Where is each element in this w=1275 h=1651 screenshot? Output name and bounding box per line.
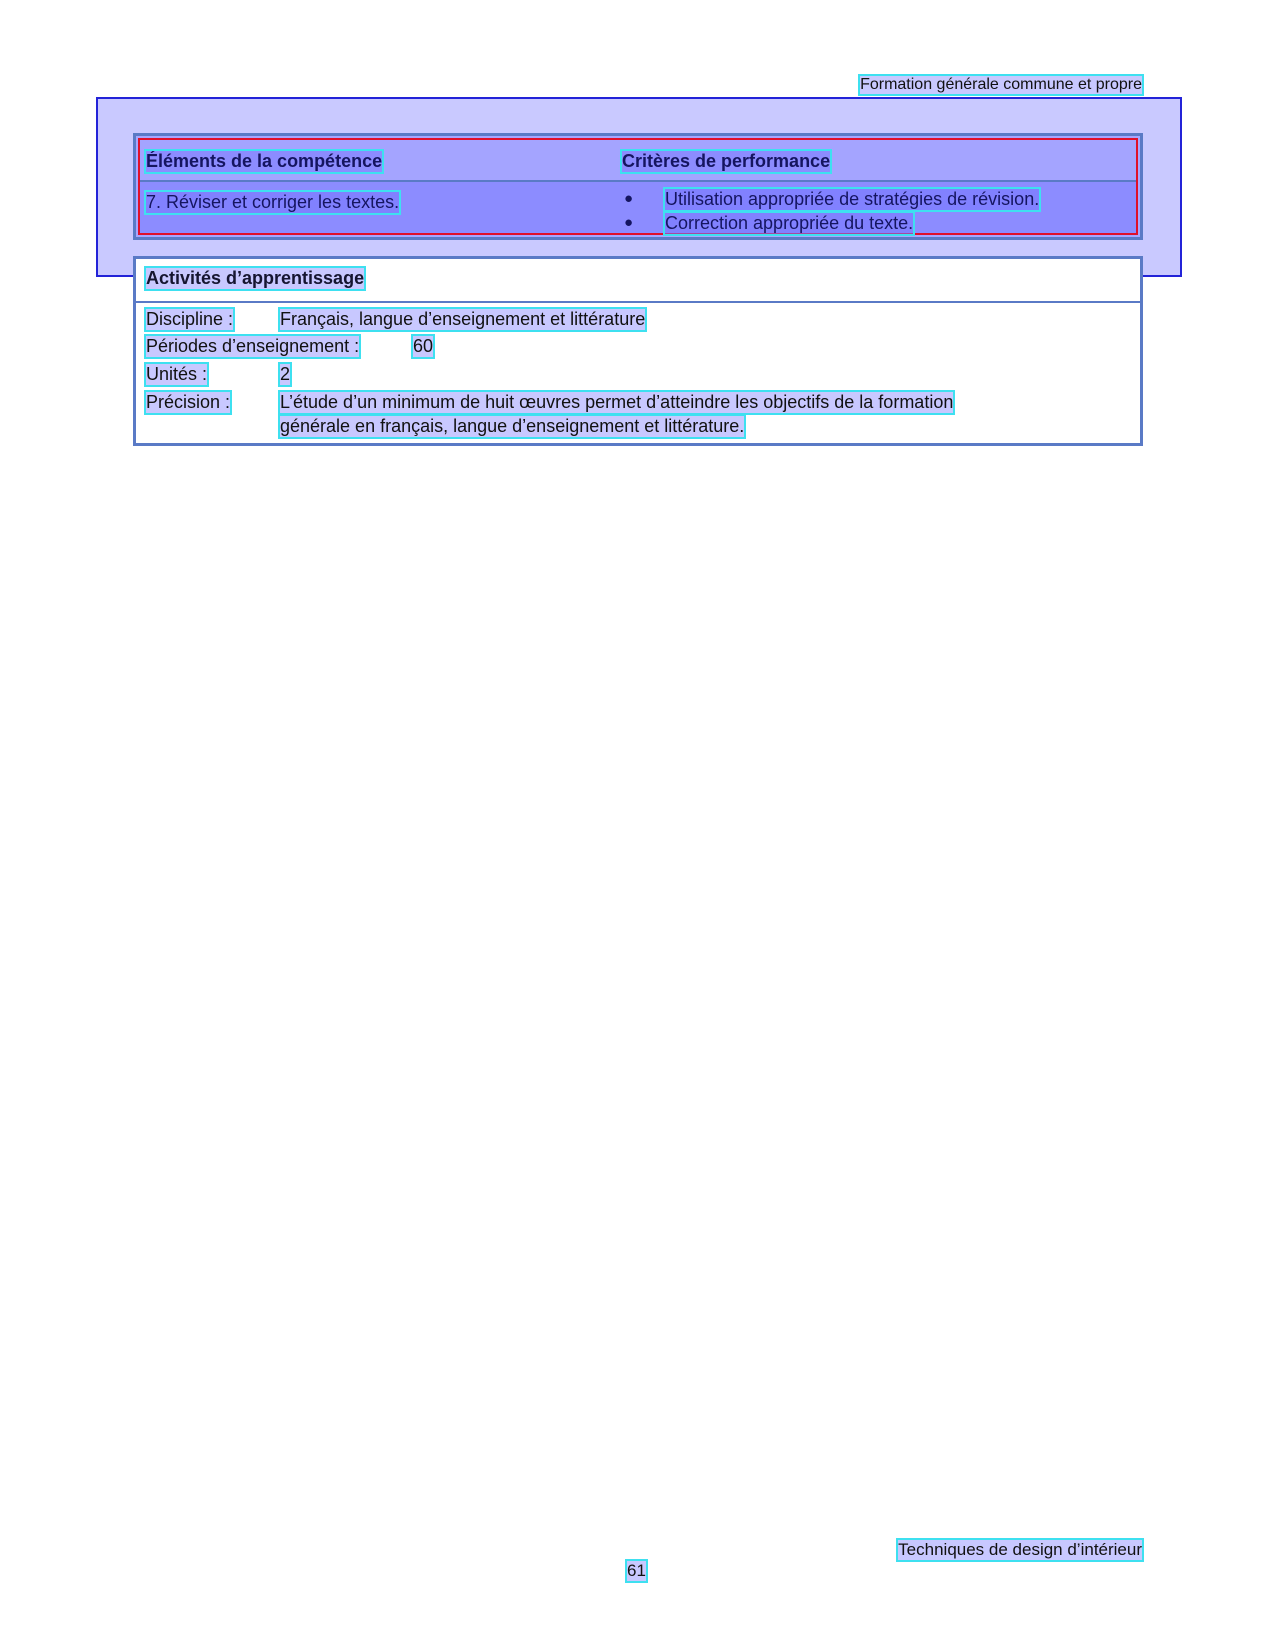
units-label: Unités : bbox=[146, 364, 208, 384]
activities-title: Activités d’apprentissage bbox=[146, 268, 365, 288]
competence-table-header-row bbox=[140, 140, 1136, 182]
criterion-item: Correction appropriée du texte. bbox=[665, 213, 914, 233]
running-header: Formation générale commune et propre bbox=[860, 76, 1142, 93]
precision-label: Précision : bbox=[146, 392, 231, 412]
units-value: 2 bbox=[280, 364, 291, 384]
precision-text-line2: générale en français, langue d’enseignement et littérature. bbox=[280, 416, 745, 436]
discipline-label: Discipline : bbox=[146, 309, 234, 329]
activities-box bbox=[133, 256, 1143, 446]
program-footer: Techniques de design d’intérieur bbox=[898, 1540, 1142, 1559]
periods-value: 60 bbox=[413, 336, 434, 356]
page-number: 61 bbox=[627, 1561, 646, 1580]
bullet-icon: ● bbox=[624, 214, 634, 231]
competence-element: 7. Réviser et corriger les textes. bbox=[146, 192, 400, 212]
bullet-icon: ● bbox=[624, 190, 634, 207]
competence-table-inner bbox=[138, 138, 1138, 235]
competence-table bbox=[133, 133, 1143, 240]
criteria-column-header: Critères de performance bbox=[622, 151, 831, 171]
activities-title-bar bbox=[136, 259, 1140, 303]
discipline-value: Français, langue d’enseignement et littérature bbox=[280, 309, 646, 329]
periods-label: Périodes d’enseignement : bbox=[146, 336, 360, 356]
criterion-item: Utilisation appropriée de stratégies de révision. bbox=[665, 189, 1040, 209]
elements-column-header: Éléments de la compétence bbox=[146, 151, 383, 171]
precision-text-line1: L’étude d’un minimum de huit œuvres permet d’atteindre les objectifs de la formation bbox=[280, 392, 954, 412]
